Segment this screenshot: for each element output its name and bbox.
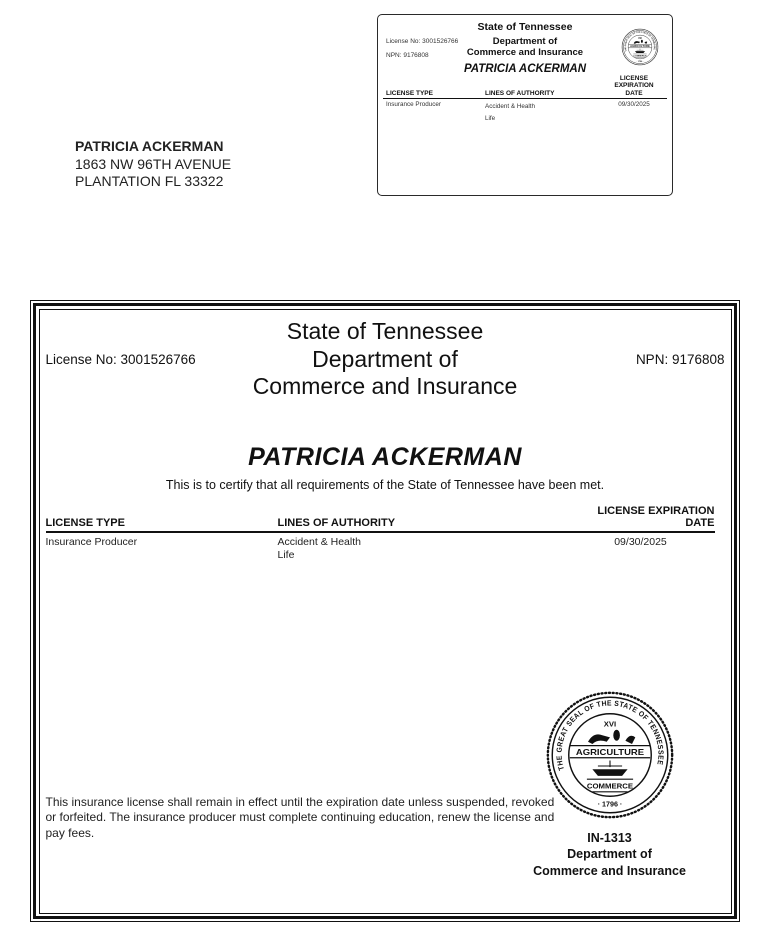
card-col-expiration-date: LICENSE EXPIRATION DATE: [614, 75, 654, 97]
certificate-npn: NPN: 9176808: [635, 351, 725, 367]
card-table-header-row: [383, 75, 667, 99]
certificate-license-number: License No: 3001526766: [45, 351, 196, 367]
address-city-state-zip: PLANTATION FL 33322: [75, 173, 224, 189]
certificate-licensee-name: PATRICIA ACKERMAN: [248, 442, 522, 471]
card-npn: NPN: 9176808: [386, 52, 429, 59]
cert-lines-of-authority-value: Accident & Health Life: [277, 535, 361, 561]
card-expiration-date-value: 09/30/2025: [618, 101, 650, 109]
certificate-footer-dept-line2: Commerce and Insurance: [533, 863, 686, 878]
cert-expiration-date-value: 09/30/2025: [614, 535, 667, 548]
address-name: PATRICIA ACKERMAN: [75, 138, 224, 154]
certificate-department-line1: Department of: [312, 345, 458, 372]
card-license-number: License No: 3001526766: [386, 38, 459, 45]
certificate-conditions-text: This insurance license shall remain in effect until the expiration date unless suspended, revoked or forfeited. The insurance producer must complete continuing education, renew the license and pay fees.: [45, 794, 555, 840]
certificate-table-header-row: [46, 505, 715, 533]
cert-col-license-type: LICENSE TYPE: [45, 516, 125, 529]
cert-col-lines-of-authority: LINES OF AUTHORITY: [277, 516, 396, 529]
certificate-department-line2: Commerce and Insurance: [252, 372, 518, 399]
card-lines-of-authority-value: Accident & Health Life: [485, 103, 536, 123]
card-license-type-value: Insurance Producer: [386, 101, 441, 109]
card-department-line1: Department of: [492, 36, 558, 47]
certificate-middle-border: [33, 303, 737, 919]
card-licensee-name: PATRICIA ACKERMAN: [463, 63, 587, 75]
card-state-title: State of Tennessee: [477, 21, 573, 33]
card-department-line2: Commerce and Insurance: [466, 47, 584, 58]
tennessee-seal-icon: [544, 689, 676, 821]
card-col-license-type: LICENSE TYPE: [386, 90, 433, 98]
certificate-outer-border: [30, 300, 740, 922]
certificate-state-title: State of Tennessee: [286, 317, 484, 344]
certificate-footer-dept-line1: Department of: [567, 847, 652, 861]
cert-col-expiration-date: LICENSE EXPIRATION DATE: [597, 504, 715, 529]
card-license-table: [383, 75, 667, 125]
certificate-certify-statement: This is to certify that all requirements of the State of Tennessee have been met.: [165, 477, 605, 492]
address-street: 1863 NW 96TH AVENUE: [75, 155, 232, 172]
certificate-license-table: [46, 505, 715, 563]
certificate-header-row: [40, 346, 731, 373]
certificate-inner-border: [39, 309, 732, 914]
license-certificate: [30, 300, 740, 922]
card-col-lines-of-authority: LINES OF AUTHORITY: [485, 90, 555, 98]
certificate-table-row: [46, 533, 715, 563]
license-wallet-card: [377, 14, 673, 196]
card-table-row: [383, 99, 667, 125]
tennessee-seal-icon: [621, 28, 659, 66]
mailing-address-block: [75, 138, 231, 191]
certificate-form-number: IN-1313: [587, 830, 632, 845]
certificate-form-block: [480, 830, 732, 880]
cert-license-type-value: Insurance Producer: [45, 535, 138, 548]
